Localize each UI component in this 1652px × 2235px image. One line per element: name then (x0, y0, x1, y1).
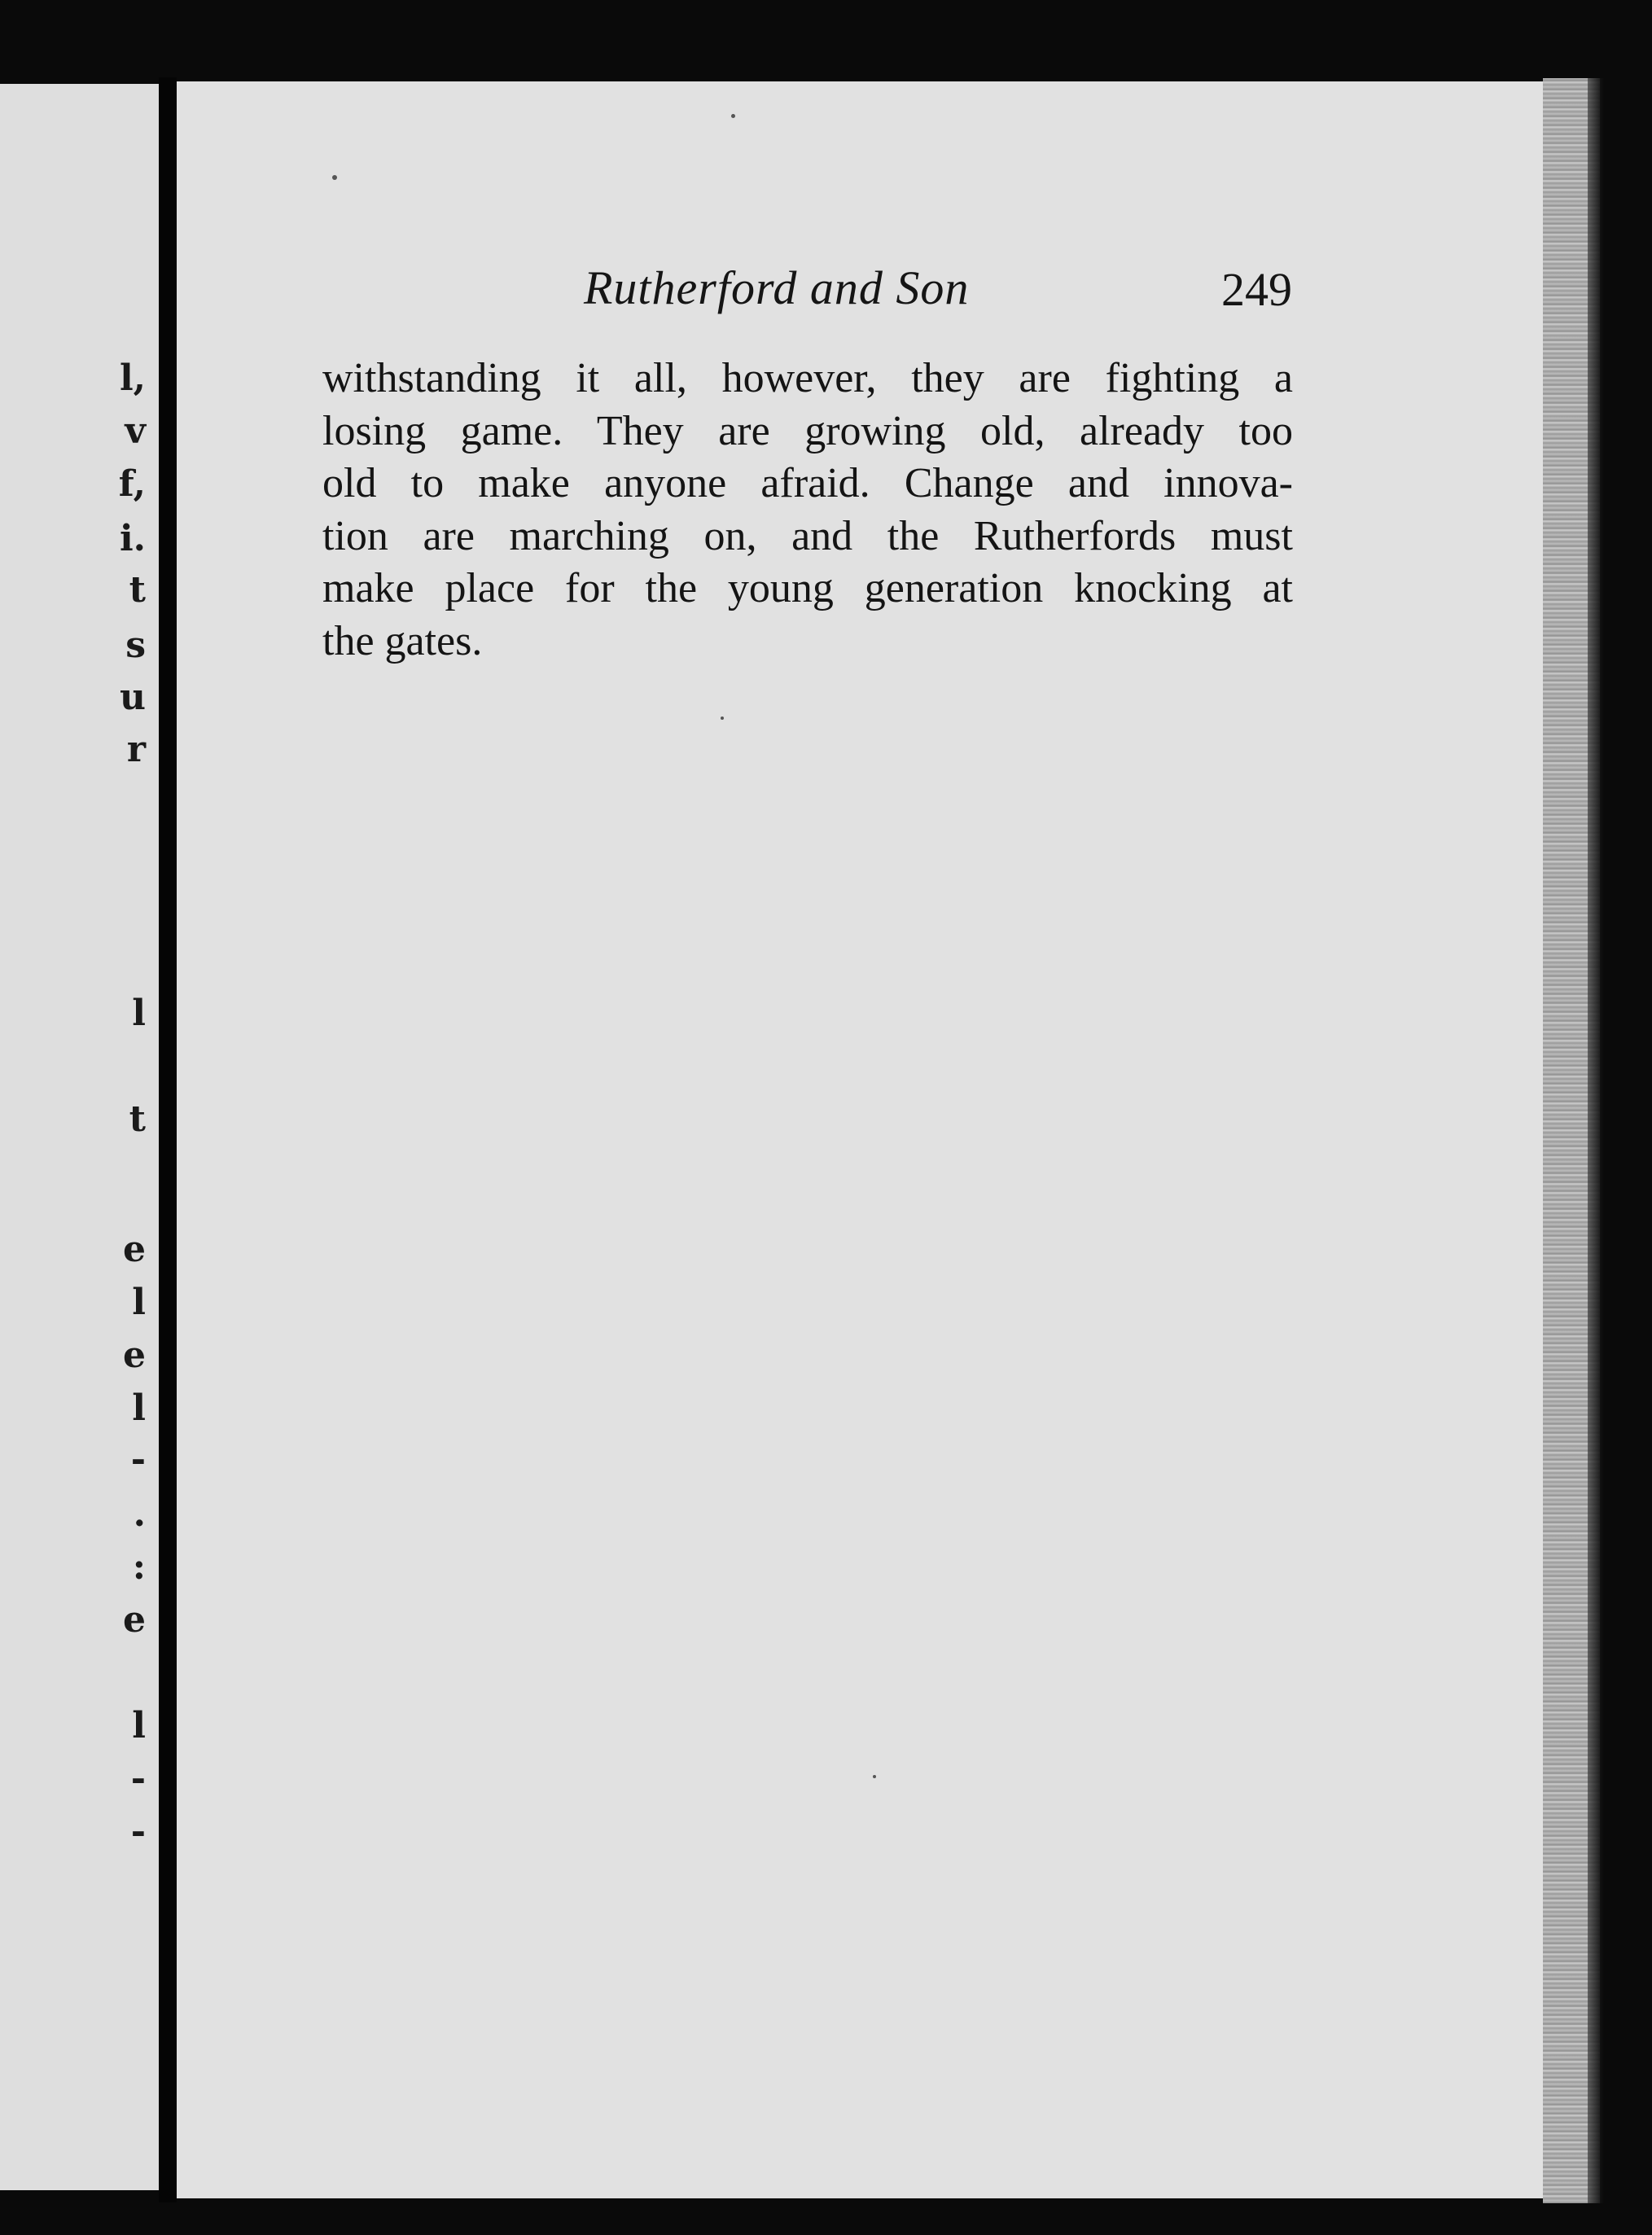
left-fragment: i. (119, 518, 146, 559)
left-fragment: t (129, 569, 146, 611)
body-line: tion are marching on, and the Rutherfords must (322, 512, 1293, 559)
left-fragment: l (132, 1387, 146, 1429)
left-fragment: e (123, 1334, 146, 1376)
body-line: losing game. They are growing old, already too (322, 407, 1293, 454)
left-facing-page (0, 84, 159, 2190)
left-fragment: f, (118, 463, 146, 505)
left-fragment: l (132, 993, 146, 1034)
left-fragment: l, (119, 357, 146, 399)
running-title: Rutherford and Son (584, 261, 970, 314)
page-number: 249 (1221, 263, 1292, 316)
scan-speck (873, 1775, 876, 1778)
left-fragment: v (125, 410, 146, 452)
left-fragment: l (132, 1705, 146, 1746)
body-paragraph (322, 353, 1293, 668)
left-fragment: l (132, 1282, 146, 1323)
body-line: make place for the young generation knocking at (322, 565, 1293, 611)
left-fragment: u (120, 677, 146, 718)
left-page-text-fragments (0, 84, 159, 2190)
left-fragment: e (123, 1599, 146, 1641)
binding-gutter (159, 77, 177, 2202)
running-head (502, 261, 1357, 326)
page-fore-edge-shadow (1588, 78, 1604, 2203)
left-fragment: - (130, 1439, 146, 1480)
body-line: old to make anyone afraid. Change and innova- (322, 460, 1293, 506)
scan-speck (332, 175, 337, 180)
scan-speck (731, 114, 735, 118)
left-fragment: r (126, 729, 146, 770)
left-fragment: e (123, 1229, 146, 1270)
left-fragment: . (133, 1493, 146, 1535)
scan-speck (721, 717, 724, 720)
body-line: withstanding it all, however, they are fighting a (322, 355, 1293, 401)
left-fragment: t (129, 1098, 146, 1140)
left-fragment: : (132, 1546, 146, 1588)
left-fragment: - (130, 1811, 146, 1852)
body-line: the gates. (322, 617, 483, 664)
left-fragment: s (125, 624, 146, 666)
left-fragment: - (130, 1758, 146, 1799)
